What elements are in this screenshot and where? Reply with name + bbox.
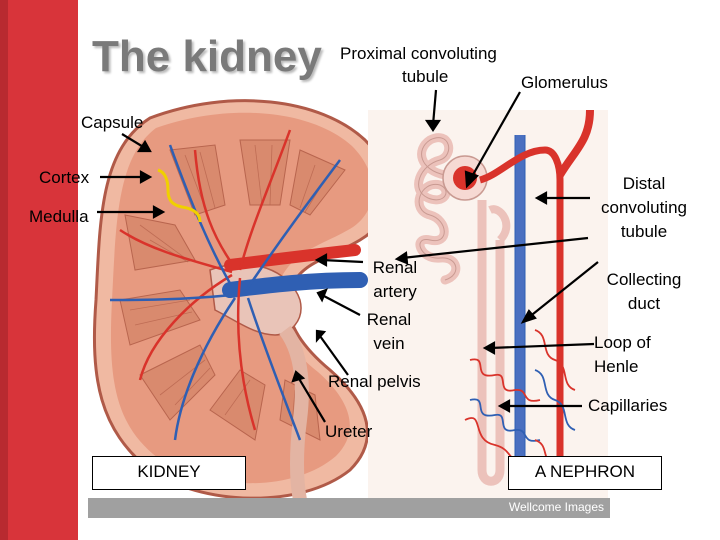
label-loop-of-henle-line1: Loop of bbox=[594, 333, 651, 352]
label-proximal-tubule-line2: tubule bbox=[402, 67, 449, 86]
caption-kidney: KIDNEY bbox=[92, 456, 246, 490]
label-proximal-tubule-line1: Proximal convoluting bbox=[340, 44, 497, 63]
label-collecting-duct-line1: Collecting bbox=[606, 270, 682, 289]
label-renal-artery bbox=[364, 256, 426, 304]
label-cortex: Cortex bbox=[39, 168, 90, 187]
label-loop-of-henle bbox=[594, 331, 651, 379]
label-capillaries: Capillaries bbox=[588, 396, 668, 415]
caption-nephron: A NEPHRON bbox=[508, 456, 662, 490]
label-distal-tubule-line3: tubule bbox=[620, 222, 668, 241]
label-ureter: Ureter bbox=[325, 422, 373, 441]
label-glomerulus: Glomerulus bbox=[521, 73, 608, 92]
label-distal-tubule bbox=[588, 172, 700, 244]
label-renal-pelvis: Renal pelvis bbox=[328, 372, 421, 391]
page-title: The kidney bbox=[92, 32, 322, 81]
label-distal-tubule-line2: convoluting bbox=[600, 198, 687, 217]
label-renal-artery-line2: artery bbox=[373, 282, 417, 301]
image-credit: Wellcome Images bbox=[508, 500, 604, 514]
collecting-duct-vessel bbox=[515, 135, 525, 478]
label-medulla: Medulla bbox=[29, 207, 89, 226]
label-renal-vein-line1: Renal bbox=[366, 310, 412, 329]
label-renal-vein bbox=[358, 308, 420, 356]
label-collecting-duct-line2: duct bbox=[627, 294, 661, 313]
image-credit-bar bbox=[88, 498, 610, 518]
label-renal-vein-line2: vein bbox=[373, 334, 405, 353]
nephron-illustration bbox=[368, 110, 608, 498]
label-loop-of-henle-line2: Henle bbox=[594, 357, 639, 376]
label-capsule: Capsule bbox=[81, 113, 144, 132]
label-renal-artery-line1: Renal bbox=[372, 258, 418, 277]
label-collecting-duct bbox=[594, 268, 694, 316]
label-distal-tubule-line1: Distal bbox=[622, 174, 666, 193]
